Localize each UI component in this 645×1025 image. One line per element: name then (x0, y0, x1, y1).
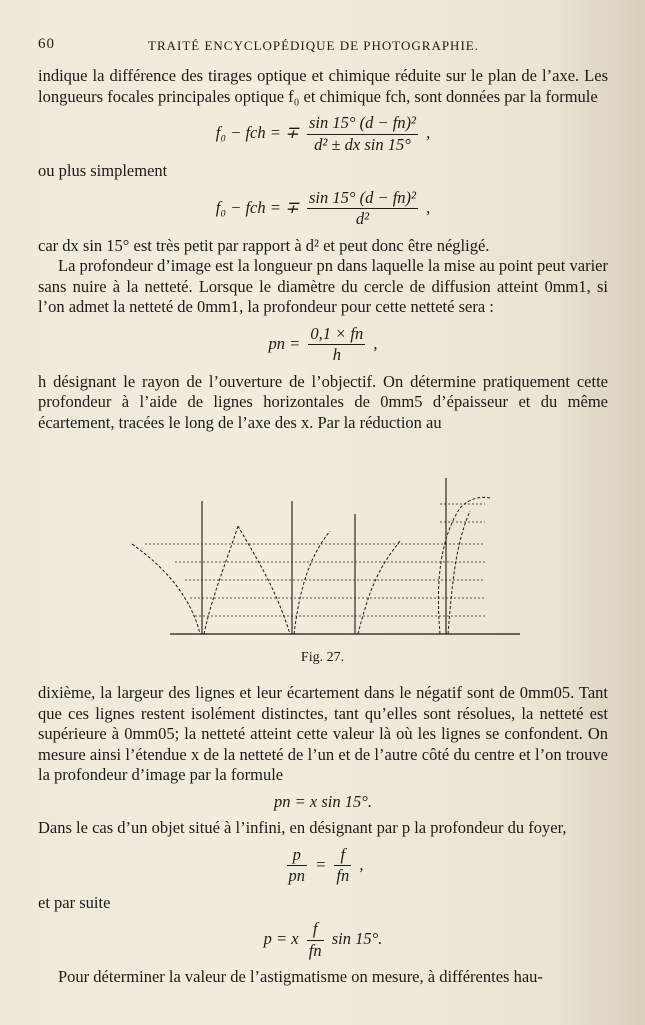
equation-4: pn = x sin 15°. (274, 791, 372, 811)
vertical-lines (202, 478, 446, 634)
running-header (38, 36, 605, 58)
numerator: p (287, 845, 308, 867)
curve (448, 511, 470, 634)
denominator: fn (336, 866, 350, 885)
denominator: h (332, 345, 341, 364)
page-number: 60 (38, 36, 55, 52)
paragraph: ou plus simplement (38, 161, 168, 180)
curve (294, 531, 330, 634)
equation-3 (38, 324, 608, 366)
text-block-upper (38, 66, 608, 433)
numerator: f (307, 919, 324, 941)
text-block-lower (38, 683, 608, 988)
equation-end: , (421, 122, 431, 142)
curve (132, 544, 200, 634)
denominator: d² (355, 209, 370, 228)
equation-1 (38, 113, 608, 155)
horizontal-test-lines (145, 504, 485, 616)
equation-lhs: f₀ − fch = ∓ (215, 122, 299, 142)
equation-end: sin 15°. (327, 928, 383, 948)
denominator: pn (288, 866, 305, 885)
equation-end: , (355, 854, 364, 874)
paragraph: h désignant le rayon de l’ouverture de l’objectif. On détermine pratiquement cette profondeur à l’aide de lignes horizontales de 0mm5 d’épaisseur et du même écartement, tracées le long de l’axe des x. Par la réduction au (38, 371, 608, 432)
denominator: fn (308, 940, 322, 960)
paragraph: indique la différence des tirages optique et chimique réduite sur le plan de l’axe. Les longueurs focales principales optique f₀ et chimique fch, sont données par la formule (38, 66, 608, 106)
numerator: 0,1 × fn (308, 324, 365, 346)
paragraph: Dans le cas d’un objet situé à l’infini, en désignant par p la profondeur du foyer, (38, 818, 567, 837)
fraction (307, 919, 324, 961)
denominator: d² ± dx sin 15° (314, 134, 411, 154)
figure-caption: Fig. 27. (300, 650, 345, 665)
fraction (307, 188, 418, 230)
numerator: sin 15° (d − fn)² (307, 113, 418, 135)
curve (358, 541, 400, 634)
figure-27 (130, 476, 525, 646)
paragraph: Pour déterminer la valeur de l’astigmatisme on mesure, à différentes hau- (58, 967, 543, 986)
equation-lhs: pn = (268, 333, 301, 353)
fraction (287, 845, 308, 887)
paragraph: et par suite (38, 892, 111, 912)
equation-2 (38, 188, 608, 230)
paragraph: La profondeur d’image est la longueur pn dans laquelle la mise au point peut varier sans nuire à la netteté. Lorsque le diamètre du cercle de diffusion atteint 0mm1, si l’on admet la netteté de 0mm1, la profondeur pour cette netteté sera : (38, 256, 608, 316)
fraction (308, 324, 365, 366)
numerator: sin 15° (d − fn)² (307, 188, 418, 210)
equation-6 (38, 919, 608, 961)
paragraph: car dx sin 15° est très petit par rapport à d² et peut donc être négligé. (38, 235, 490, 255)
equals-sign: = (311, 854, 331, 874)
numerator: f (334, 845, 351, 867)
running-title: TRAITÉ ENCYCLOPÉDIQUE DE PHOTOGRAPHIE. (148, 38, 479, 53)
equation-end: , (369, 333, 378, 353)
equation-lhs: p = x (263, 928, 299, 948)
sharpness-curves (132, 497, 490, 634)
equation-lhs: f₀ − fch = ∓ (215, 197, 299, 217)
fraction (307, 113, 418, 155)
paragraph: dixième, la largeur des lignes et leur écartement dans le négatif sont de 0mm05. Tant que ces lignes restent isolément distinctes, tant qu’elles sont résolues, la netteté est supérieure à 0mm05; la netteté atteint cette valeur là où les lignes se confondent. On mesure ainsi l’étendue x de la netteté de l’un et de l’autre côté du centre et l’on trouve la profondeur d’image par la formule (38, 683, 608, 784)
equation-end: , (421, 197, 431, 217)
fraction (334, 845, 351, 887)
equation-5 (38, 845, 608, 887)
